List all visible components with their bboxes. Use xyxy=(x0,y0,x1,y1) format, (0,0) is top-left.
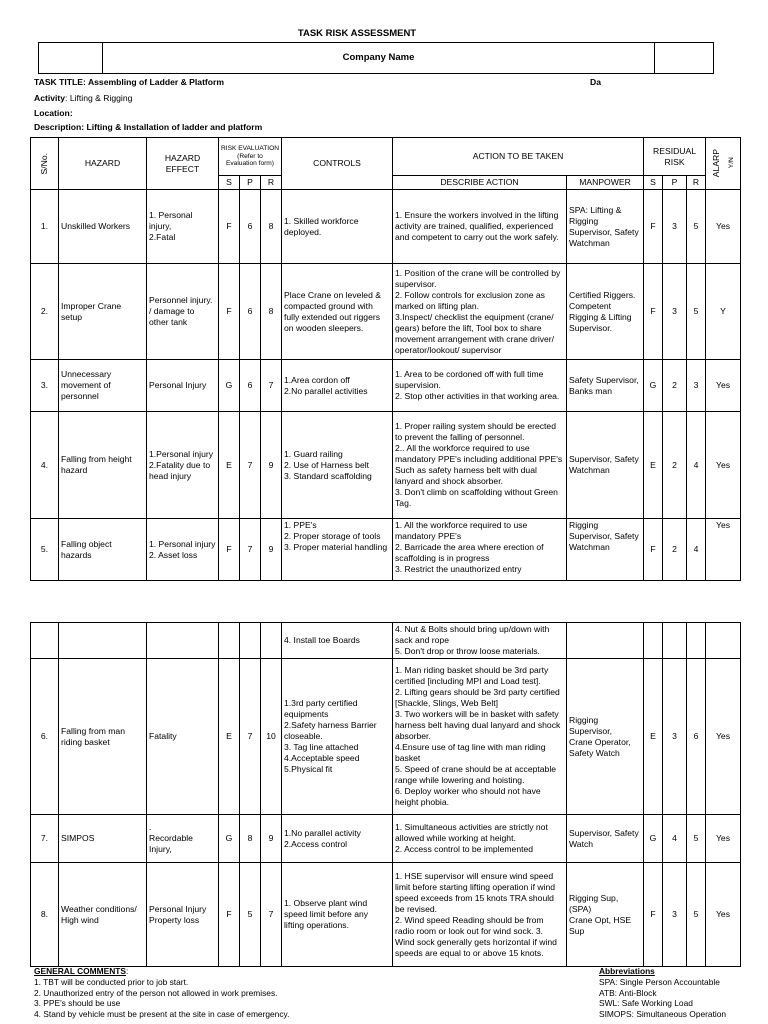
cell-risk: 8 xyxy=(261,190,282,264)
cell-hazard: SIMPOS xyxy=(59,815,147,863)
cell-probability: 5 xyxy=(240,863,261,967)
risk-table-page2 xyxy=(30,622,741,967)
cell-risk: 9 xyxy=(261,519,282,581)
cell-residual-s: E xyxy=(644,412,663,519)
cell-describe-action: 1. Simultaneous activities are strictly not allowed while working at height. 2. Access control to be implemented xyxy=(393,815,567,863)
cell-alarp: Yes xyxy=(706,190,741,264)
header-describe-action: DESCRIBE ACTION xyxy=(393,176,567,190)
cell-residual-s: F xyxy=(644,264,663,360)
cell-probability: 7 xyxy=(240,659,261,815)
table-body-page2 xyxy=(31,623,741,967)
cell-severity: G xyxy=(219,360,240,412)
date-box-cell xyxy=(655,43,713,73)
cell-sno: 7. xyxy=(31,815,59,863)
cell-controls: 1.Area cordon off 2.No parallel activities xyxy=(282,360,393,412)
cell-probability: 6 xyxy=(240,360,261,412)
cell-describe-action: 1. Area to be cordoned off with full time supervision. 2. Stop other activities in that working area. xyxy=(393,360,567,412)
cell-controls: 1. Skilled workforce deployed. xyxy=(282,190,393,264)
cell-alarp: Yes xyxy=(706,360,741,412)
header-risk-evaluation: RISK EVALUATION (Refer to Evaluation form) xyxy=(219,138,282,176)
abbreviation-item: ATB: Anti-Block xyxy=(599,987,657,998)
header-manpower: MANPOWER xyxy=(567,176,644,190)
document-title: TASK RISK ASSESSMENT xyxy=(297,28,417,39)
cell-residual-p: 4 xyxy=(663,815,687,863)
cell-hazard: Weather conditions/ High wind xyxy=(59,863,147,967)
cell-sno: 6. xyxy=(31,659,59,815)
table-row xyxy=(31,264,741,360)
comment-item: 1. TBT will be conducted prior to job start. xyxy=(34,976,189,987)
header-sno: S/No. xyxy=(31,138,59,190)
abbreviations-title: Abbreviations xyxy=(599,966,655,976)
cell-residual-p: 3 xyxy=(663,264,687,360)
cell-hazard-effect: 1.Personal injury 2.Fatality due to head injury xyxy=(147,412,219,519)
table-row xyxy=(31,659,741,815)
location-line xyxy=(34,108,73,119)
comment-item: 4. Stand by vehicle must be present at the site in case of emergency. xyxy=(34,1009,290,1019)
table-row xyxy=(31,519,741,581)
location-value: : xyxy=(69,108,73,118)
cell-residual-p: 2 xyxy=(663,360,687,412)
comment-item: 3. PPE's should be use xyxy=(34,998,121,1009)
cell-probability xyxy=(240,623,261,659)
task-title-value: : Assembling of Ladder & Platform xyxy=(83,77,225,87)
header-action: ACTION TO BE TAKEN xyxy=(393,138,644,176)
cell-residual-r: 6 xyxy=(687,659,706,815)
cell-residual-s: E xyxy=(644,659,663,815)
table-row xyxy=(31,360,741,412)
activity-value: : Lifting & Rigging xyxy=(65,93,133,103)
cell-residual-r: 5 xyxy=(687,863,706,967)
cell-residual-r: 4 xyxy=(687,412,706,519)
abbreviation-item: SIMOPS: Simultaneous Operation xyxy=(599,1009,727,1019)
cell-alarp: Yes xyxy=(706,863,741,967)
cell-residual-p: 3 xyxy=(663,190,687,264)
cell-risk: 7 xyxy=(261,863,282,967)
cell-describe-action: 4. Nut & Bolts should bring up/down with sack and rope 5. Don't drop or throw loose materials. xyxy=(393,623,567,659)
cell-alarp: Yes xyxy=(706,815,741,863)
cell-probability: 8 xyxy=(240,815,261,863)
cell-residual-p: 3 xyxy=(663,863,687,967)
general-comments-title: GENERAL COMMENTS xyxy=(34,966,126,976)
cell-manpower: Supervisor, Safety Watchman xyxy=(567,412,644,519)
cell-risk: 9 xyxy=(261,412,282,519)
cell-sno: 3. xyxy=(31,360,59,412)
cell-hazard-effect: Personnel injury. / damage to other tank xyxy=(147,264,219,360)
cell-controls: 1.3rd party certified equipments 2.Safety harness Barrier closeable. 3. Tag line attached 4.Acceptable speed 5.Physical fit xyxy=(282,659,393,815)
cell-manpower: Rigging Supervisor, Safety Watchman xyxy=(567,519,644,581)
cell-residual-r: 4 xyxy=(687,519,706,581)
cell-describe-action: 1. Man riding basket should be 3rd party certified [including MPI and Load test]. 2. Lifting gears should be 3rd party certified [Shackle, Slings, Web Belt] 3. Two workers will be in basket with safety harness belt having dual lanyard and shock absorber. 4.Ensure use of tag line with man riding basket 5. Speed of crane should be at acceptable range while lowering and hoisting. 6. Deploy worker who should not have height phobia. xyxy=(393,659,567,815)
cell-residual-s xyxy=(644,623,663,659)
cell-severity: F xyxy=(219,264,240,360)
cell-describe-action: 1. All the workforce required to use mandatory PPE's 2. Barricade the area where erection of scaffolding is in progress 3. Restrict the unauthorized entry xyxy=(393,519,567,581)
cell-describe-action: 1. HSE supervisor will ensure wind speed limit before starting lifting operation if wind speed exceeds from 15 knots TRA should be revised. 2. Wind speed Reading should be from radio room or look out for wind sock. 3. Wind sock generally gets horizontal if wind speeds are equal to or above 15 knots. xyxy=(393,863,567,967)
cell-residual-p: 2 xyxy=(663,519,687,581)
cell-hazard: Unnecessary movement of personnel xyxy=(59,360,147,412)
cell-residual-r: 5 xyxy=(687,190,706,264)
task-title-line xyxy=(34,77,224,88)
table-row xyxy=(31,623,741,659)
cell-alarp xyxy=(706,623,741,659)
activity-label: Activity xyxy=(34,93,66,103)
cell-manpower: Safety Supervisor, Banks man xyxy=(567,360,644,412)
cell-manpower: Rigging Sup, (SPA) Crane Opt, HSE Sup xyxy=(567,863,644,967)
cell-hazard xyxy=(59,623,147,659)
cell-severity: F xyxy=(219,190,240,264)
table-row xyxy=(31,815,741,863)
description-line xyxy=(34,122,262,133)
table-row xyxy=(31,412,741,519)
comment-item: 2. Unauthorized entry of the person not allowed in work premises. xyxy=(34,987,278,998)
cell-risk: 10 xyxy=(261,659,282,815)
cell-probability: 6 xyxy=(240,190,261,264)
cell-residual-s: F xyxy=(644,190,663,264)
table-row xyxy=(31,863,741,967)
date-label: Da xyxy=(590,77,601,87)
cell-residual-s: F xyxy=(644,519,663,581)
cell-sno: 1. xyxy=(31,190,59,264)
cell-residual-r xyxy=(687,623,706,659)
cell-sno xyxy=(31,623,59,659)
cell-controls: Place Crane on leveled & compacted ground with fully extended out riggers on wooden sleepers. xyxy=(282,264,393,360)
cell-manpower: SPA: Lifting & Rigging Supervisor, Safety Watchman xyxy=(567,190,644,264)
cell-probability: 6 xyxy=(240,264,261,360)
cell-controls: 1. Observe plant wind speed limit before any lifting operations. xyxy=(282,863,393,967)
description-value: : Lifting & Installation of ladder and platform xyxy=(81,122,263,132)
header-residual-r: R xyxy=(687,176,706,190)
cell-severity xyxy=(219,623,240,659)
location-label: Location xyxy=(34,108,70,118)
logo-cell xyxy=(39,43,103,73)
company-header-box xyxy=(38,42,714,74)
cell-hazard-effect: Personal Injury Property loss xyxy=(147,863,219,967)
header-controls: CONTROLS xyxy=(282,138,393,190)
activity-line xyxy=(34,93,132,104)
cell-risk: 9 xyxy=(261,815,282,863)
cell-alarp: Y xyxy=(706,264,741,360)
header-r: R xyxy=(261,176,282,190)
cell-describe-action: 1. Ensure the workers involved in the lifting activity are trained, qualified, experienced and competent to carry out the work safely. xyxy=(393,190,567,264)
cell-sno: 5. xyxy=(31,519,59,581)
header-residual-risk: RESIDUAL RISK xyxy=(644,138,706,176)
cell-describe-action: 1. Proper railing system should be erected to prevent the falling of personnel. 2.. All the workforce required to use mandatory PPE's including additional PPE's Such as safety harness belt with dual lanyard and shock absorber. 3. Don't climb on scaffolding without Green Tag. xyxy=(393,412,567,519)
header-hazard-effect: HAZARD EFFECT xyxy=(147,138,219,190)
cell-manpower: Supervisor, Safety Watch xyxy=(567,815,644,863)
cell-hazard: Falling from man riding basket xyxy=(59,659,147,815)
cell-manpower: Certified Riggers. Competent Rigging & Lifting Supervisor. xyxy=(567,264,644,360)
cell-manpower xyxy=(567,623,644,659)
abbreviation-item: SPA: Single Person Accountable xyxy=(599,976,720,987)
cell-describe-action: 1. Position of the crane will be controlled by supervisor. 2. Follow controls for exclusion zone as marked on lifting plan. 3.Inspect/ checklist the equipment (crane/ gears) before the lift, Tool box to share movement arrangement with crane driver/ operator/lookout/ supervisor xyxy=(393,264,567,360)
cell-hazard-effect xyxy=(147,623,219,659)
cell-probability: 7 xyxy=(240,519,261,581)
cell-alarp: Yes xyxy=(706,412,741,519)
cell-severity: F xyxy=(219,863,240,967)
header-s: S xyxy=(219,176,240,190)
header-p: P xyxy=(240,176,261,190)
header-hazard: HAZARD xyxy=(59,138,147,190)
abbreviations xyxy=(599,966,726,1020)
cell-residual-r: 5 xyxy=(687,264,706,360)
cell-manpower: Rigging Supervisor, Crane Operator, Safety Watch xyxy=(567,659,644,815)
company-name: Company Name xyxy=(103,43,655,73)
cell-risk: 8 xyxy=(261,264,282,360)
cell-severity: F xyxy=(219,519,240,581)
cell-controls: 1. PPE's 2. Proper storage of tools 3. Proper material handling xyxy=(282,519,393,581)
cell-hazard-effect: 1. Personal injury 2. Asset loss xyxy=(147,519,219,581)
cell-residual-r: 5 xyxy=(687,815,706,863)
cell-sno: 4. xyxy=(31,412,59,519)
header-residual-p: P xyxy=(663,176,687,190)
general-comments-colon: : xyxy=(125,966,129,976)
cell-residual-s: G xyxy=(644,815,663,863)
cell-controls: 4. Install toe Boards xyxy=(282,623,393,659)
cell-residual-p: 3 xyxy=(663,659,687,815)
cell-hazard: Unskilled Workers xyxy=(59,190,147,264)
cell-hazard-effect: . Recordable Injury, xyxy=(147,815,219,863)
cell-hazard: Improper Crane setup xyxy=(59,264,147,360)
cell-hazard-effect: Personal Injury xyxy=(147,360,219,412)
cell-residual-s: G xyxy=(644,360,663,412)
cell-probability: 7 xyxy=(240,412,261,519)
cell-controls: 1.No parallel activity 2.Access control xyxy=(282,815,393,863)
cell-hazard: Falling from height hazard xyxy=(59,412,147,519)
cell-controls: 1. Guard railing 2. Use of Harness belt 3. Standard scaffolding xyxy=(282,412,393,519)
cell-hazard-effect: Fatality xyxy=(147,659,219,815)
table-body-page1 xyxy=(31,190,741,581)
cell-severity: E xyxy=(219,659,240,815)
table-row xyxy=(31,190,741,264)
cell-severity: E xyxy=(219,412,240,519)
cell-risk: 7 xyxy=(261,360,282,412)
task-title-label: TASK TITLE xyxy=(34,77,84,87)
cell-hazard: Falling object hazards xyxy=(59,519,147,581)
cell-sno: 8. xyxy=(31,863,59,967)
cell-residual-p xyxy=(663,623,687,659)
cell-alarp: Yes xyxy=(706,519,741,581)
cell-residual-s: F xyxy=(644,863,663,967)
cell-residual-r: 3 xyxy=(687,360,706,412)
header-alarp: ALARP Y/N xyxy=(706,138,741,190)
abbreviation-item: SWL: Safe Working Load xyxy=(599,998,693,1009)
description-label: Description xyxy=(34,122,82,132)
cell-severity: G xyxy=(219,815,240,863)
cell-hazard-effect: 1. Personal injury, 2.Fatal xyxy=(147,190,219,264)
risk-table-page1 xyxy=(30,137,741,581)
cell-sno: 2. xyxy=(31,264,59,360)
header-residual-s: S xyxy=(644,176,663,190)
cell-risk xyxy=(261,623,282,659)
cell-alarp: Yes xyxy=(706,659,741,815)
cell-residual-p: 2 xyxy=(663,412,687,519)
